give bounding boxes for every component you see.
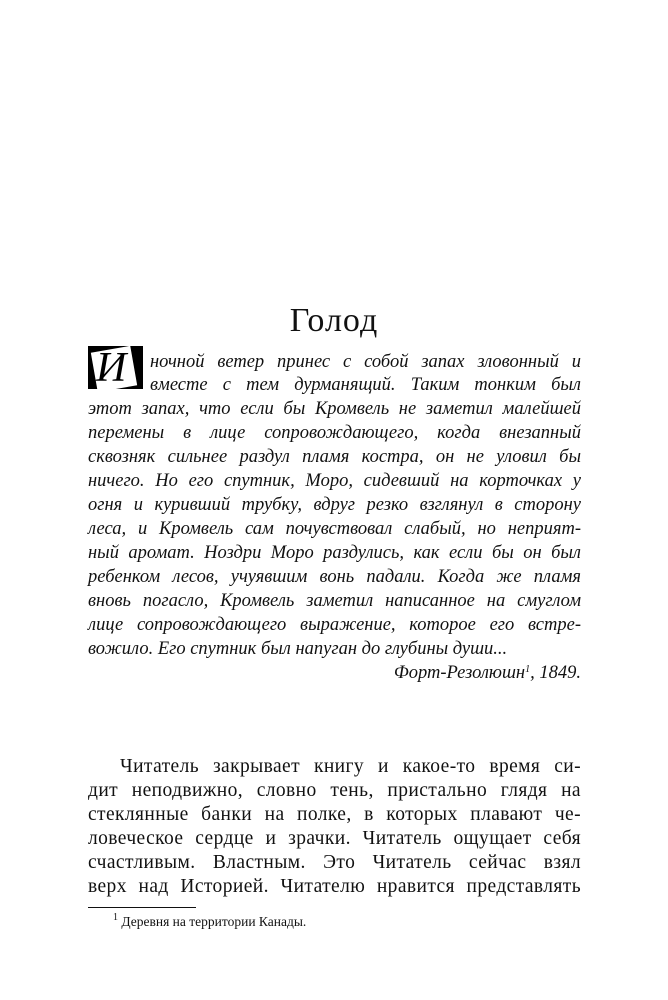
epigraph-line: ничего. Но его спутник, Моро, сидевший на корточках у (88, 471, 581, 491)
drop-cap-letter: И (96, 346, 127, 389)
epigraph-line: этот запах, что если бы Кромвель не заметил малейшей (88, 399, 581, 419)
epigraph-line: лице сопровождающего выражение, которое его встре- (88, 615, 581, 635)
footnote-divider (88, 907, 196, 908)
footnote-ref[interactable]: 1 (525, 664, 531, 675)
body-line: стеклянные банки на полке, в которых плавают че- (88, 804, 581, 825)
epigraph-line: вновь погасло, Кромвель заметил написанное на смуглом (88, 591, 581, 611)
footnote (113, 914, 306, 930)
footnote-text: Деревня на территории Канады. (118, 914, 307, 929)
epigraph-line: вместе с тем дурманящий. Таким тонким был (150, 375, 581, 395)
epigraph-line: леса, и Кромвель сам почувствовал слабый, но неприят- (88, 519, 581, 539)
footnote-mark: 1 (113, 912, 118, 923)
body-line: счастливым. Властным. Это Читатель сейчас взял (88, 852, 581, 873)
epigraph-line: ночной ветер принес с собой запах зловонный и (150, 352, 581, 372)
source-year: , 1849. (530, 663, 581, 683)
chapter-title: Голод (289, 302, 379, 339)
epigraph-line: ребенком лесов, учуявшим вонь падали. Когда же пламя (88, 567, 581, 587)
epigraph-source (88, 661, 581, 685)
epigraph-line: сквозняк сильнее раздул пламя костра, он не уловил бы (88, 447, 581, 467)
source-place: Форт-Резолюшн (393, 663, 526, 683)
epigraph-line: огня и куривший трубку, вдруг резко взглянул в сторону (88, 495, 581, 515)
body-line: Читатель закрывает книгу и какое-то время си- (120, 756, 581, 777)
body-line: ловеческое сердце и зрачки. Читатель ощущает себя (88, 828, 581, 849)
epigraph-line: ный аромат. Ноздри Моро раздулись, как если бы он был (88, 543, 581, 563)
epigraph-line: вожило. Его спутник был напуган до глубины души... (88, 639, 508, 659)
body-line: дит неподвижно, словно тень, пристально глядя на (88, 780, 581, 801)
body-line: верх над Историей. Читателю нравится представлять (88, 876, 581, 897)
drop-cap (88, 346, 143, 389)
epigraph-line: перемены в лице сопровождающего, когда внезапный (88, 423, 581, 443)
